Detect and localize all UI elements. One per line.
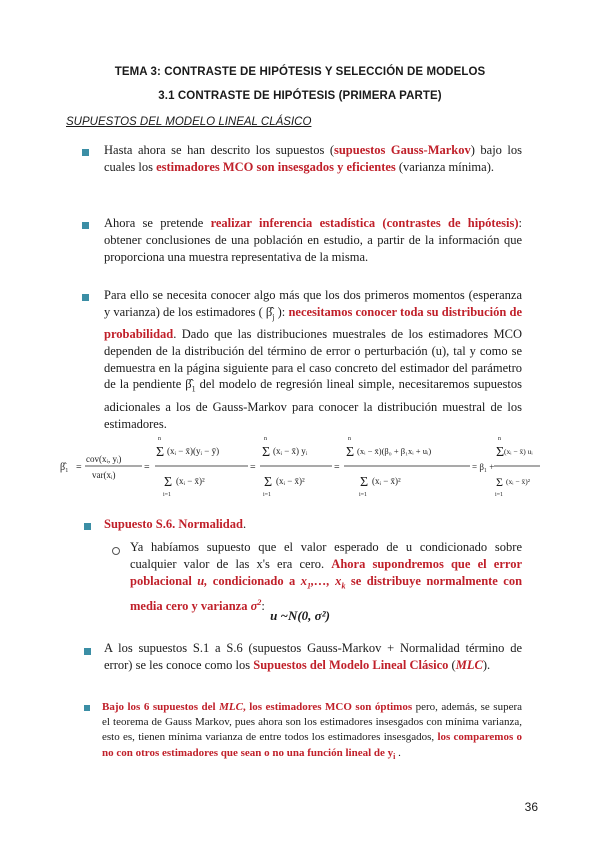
formula-num4: (xᵢ − x̄) uᵢ <box>504 447 533 456</box>
sum-limit-top: n <box>498 436 501 442</box>
text-run: A los supuestos S.1 a S.6 (supuestos Gauss-Markov + Normalidad término de error) se les conoce como los <box>104 641 522 672</box>
sum-symbol: Σ <box>262 445 271 460</box>
formula-eq: = <box>334 462 340 473</box>
sum-symbol: Σ <box>156 445 165 460</box>
highlight-gauss-markov: supuestos Gauss-Markov <box>333 143 471 157</box>
sum-symbol: Σ <box>346 445 355 460</box>
paragraph-mlc <box>104 640 522 674</box>
formula-eq: = <box>76 462 82 473</box>
bullet-square-icon <box>82 294 89 301</box>
formula-beta1: β̂₁ <box>60 462 69 473</box>
sum-symbol: Σ <box>264 475 273 490</box>
highlight-mlc: MLC <box>455 657 483 672</box>
highlight-mlc: MLC <box>219 701 243 713</box>
text-run: σ <box>250 599 258 614</box>
formula-den1: (xᵢ − x̄)² <box>276 476 305 486</box>
highlight-mco-optimos: , los estimadores MCO son óptimos <box>242 701 413 713</box>
highlight-inferencia: realizar inferencia estadística (contrastes de hipótesis) <box>210 216 519 230</box>
formula-den1: (xᵢ − x̄)² <box>506 477 530 486</box>
formula-eq: = <box>144 462 150 473</box>
sum-symbol: Σ <box>164 475 173 490</box>
text-run: Hasta ahora se han descrito los supuestos ( <box>104 143 334 157</box>
highlight-error-poblacional: Ahora supondremos que el error poblacional <box>130 556 522 588</box>
paragraph-gauss-markov <box>104 142 522 176</box>
highlight-bajo-6-supuestos: Bajo los 6 supuestos del <box>102 701 220 713</box>
sum-limit-top: n <box>348 436 351 442</box>
text-run: Ya habíamos supuesto que el valor esperado de u condicionado sobre cualquier valor de las x's era cero. <box>130 540 522 571</box>
text-run: . <box>395 746 401 759</box>
sum-symbol: Σ <box>496 445 505 460</box>
text-run: ) bajo los cuales los <box>104 143 522 174</box>
paragraph-normalidad <box>130 539 522 615</box>
text-run: ( <box>448 657 456 672</box>
formula-eq: = <box>250 462 256 473</box>
sum-limit-bottom: i=1 <box>359 492 368 498</box>
highlight-x-range <box>300 573 346 591</box>
text-run: x <box>300 573 307 588</box>
text-run: ,…, x <box>311 573 342 588</box>
formula-den1: (xᵢ − x̄)² <box>176 476 205 486</box>
beta-1-symbol <box>185 377 196 394</box>
text-run: . <box>242 517 247 531</box>
sum-limit-top: n <box>264 436 267 442</box>
page-number: 36 <box>524 800 538 814</box>
highlight-distribucion-probabilidad: necesitamos conocer toda su distribución de probabilidad <box>104 304 522 342</box>
document-subtitle: 3.1 CONTRASTE DE HIPÓTESIS (PRIMERA PARTE) <box>158 90 442 102</box>
subscript: 1 <box>191 384 196 394</box>
highlight-condicionado: condicionado a <box>212 573 296 588</box>
sum-limit-bottom: i=1 <box>263 492 272 498</box>
highlight-mco-insesgados: estimadores MCO son insesgados y eficientes <box>156 159 396 174</box>
formula-num2: (xᵢ − x̄) yᵢ <box>273 446 308 456</box>
text-run: ). <box>482 657 491 672</box>
paragraph-optimos <box>102 700 522 764</box>
beta-estimator-formula <box>60 432 540 500</box>
formula-beta1-plus: = β₁ + <box>472 462 495 472</box>
highlight-supuestos-mlc: Supuestos del Modelo Lineal Clásico <box>253 657 449 672</box>
subscript: 1 <box>307 581 311 591</box>
bullet-square-icon <box>82 222 89 229</box>
supuesto-s6-heading <box>104 516 522 533</box>
bullet-circle-icon <box>112 547 120 555</box>
text-run: pero, además, se supera el teorema de Gauss Markov, pues ahora son los estimadores insesgados con mínima varianza, esto es, tienen mínima varianza de entre todos los estimadores insesgados, <box>102 701 522 744</box>
formula-cov: cov(xᵢ, yᵢ) <box>86 454 122 464</box>
text-run: del modelo de regresión lineal simple, necesitaremos supuestos adicionales a los de Gauss-Markov para conocer la distribución muestral de los estimadores. <box>104 377 522 431</box>
text-run: : obtener conclusiones de una población en estudio, a partir de la información que proporciona una muestra representativa de la misma. <box>104 216 522 264</box>
sum-limit-top: n <box>158 436 161 442</box>
text-run: (varianza mínima). <box>395 159 494 174</box>
normal-distribution-formula: u ~N(0, σ²) <box>270 608 330 623</box>
sum-limit-bottom: i=1 <box>495 492 504 498</box>
section-title: SUPUESTOS DEL MODELO LINEAL CLÁSICO <box>66 116 312 128</box>
text-run: Para ello se necesita conocer algo más que los dos primeros momentos (esperanza y varianza) de los estimadores ( <box>104 288 522 319</box>
bullet-square-icon <box>82 149 89 156</box>
bullet-square-icon <box>84 648 91 655</box>
text-run: : <box>261 599 265 614</box>
sum-symbol: Σ <box>496 475 503 489</box>
text-run: ): <box>274 304 289 319</box>
text-run: Ahora se pretende <box>104 216 211 230</box>
sum-limit-bottom: i=1 <box>163 492 172 498</box>
formula-var: var(xᵢ) <box>92 470 116 480</box>
formula-num3: (xᵢ − x̄)(β₀ + β₁xᵢ + uᵢ) <box>357 446 432 456</box>
subscript: i <box>393 751 396 761</box>
supuesto-s6-label: Supuesto S.6. Normalidad <box>104 517 243 531</box>
beta-j-symbol <box>265 304 275 322</box>
sum-symbol: Σ <box>360 475 369 490</box>
highlight-distribuye: se distribuye <box>350 573 421 588</box>
bullet-square-icon <box>84 705 90 711</box>
paragraph-distribucion <box>104 287 522 432</box>
document-title: TEMA 3: CONTRASTE DE HIPÓTESIS Y SELECCIÓN DE MODELOS <box>114 66 486 78</box>
subscript: j <box>272 312 275 322</box>
superscript: 2 <box>257 597 262 607</box>
bullet-square-icon <box>84 523 91 530</box>
highlight-media-cero: normalmente con media cero y varianza <box>130 573 523 614</box>
highlight-u: u, <box>197 573 208 588</box>
subscript: k <box>341 581 346 591</box>
formula-num1: (xᵢ − x̄)(yᵢ − ȳ) <box>167 446 220 456</box>
symbol: β̂ <box>185 377 192 392</box>
highlight-comparemos: los comparemos o no con otros estimadores que sean o no una función lineal de y <box>102 731 523 759</box>
formula-den1: (xᵢ − x̄)² <box>372 476 401 486</box>
paragraph-inferencia <box>104 215 522 265</box>
symbol: β̂ <box>265 304 273 319</box>
text-run: . Dado que las distribuciones muestrales de los estimadores MCO dependen de la distribución del término de error o perturbación (u), tal y como se demuestra en la página siguiente para el caso concreto del estimador del parámetro de la pendiente <box>104 327 522 392</box>
